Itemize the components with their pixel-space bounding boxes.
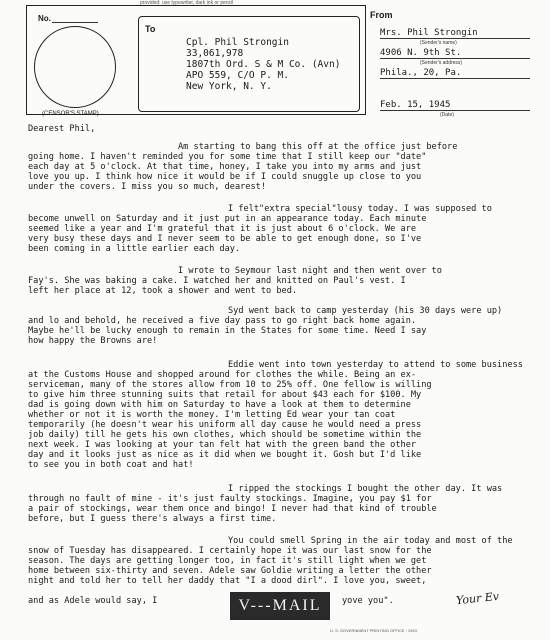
- sender-name-caption: (Sender's name): [420, 40, 457, 46]
- letter-line: a pair of stockings, wear them once and bingo! I never had that kind of trouble: [28, 504, 437, 514]
- handwritten-signature: Your Ev: [455, 589, 500, 608]
- letter-line: Dearest Phil,: [28, 124, 96, 134]
- sender-address-caption: (Sender's address): [420, 60, 463, 66]
- letter-line: love you up. I think how nice it would be if I could snuggle up close to you: [28, 172, 422, 182]
- letter-line: I felt"extra special"lousy today. I was supposed to: [228, 204, 492, 214]
- letter-line: and lo and behold, he received a five day pass to go right back home again.: [28, 316, 417, 326]
- letter-line: very busy these days and I never seem to be able to get enough done, so I've: [28, 234, 422, 244]
- recipient-line: APO 559, C/O P. M.: [186, 70, 289, 81]
- censor-stamp-label: (CENSOR'S STAMP): [42, 111, 99, 117]
- letter-line: home between six-thirty and seven. Adele saw Goldie writing a letter the other: [28, 566, 432, 576]
- printing-office-line: U. S. GOVERNMENT PRINTING OFFICE : 1943: [330, 628, 417, 633]
- letter-line: how happy the Browns are!: [28, 336, 158, 346]
- number-label: No.: [38, 14, 51, 23]
- letter-line: through no fault of mine - it's just faulty stockings. Imagine, you pay $1 for: [28, 494, 432, 504]
- sender-city: Phila., 20, Pa.: [380, 68, 530, 79]
- letter-line: Maybe he'll be lucky enough to remain in the States for some time. Need I say: [28, 326, 427, 336]
- letter-line: night and told her to tell her daddy that "I a dood dirl". I love you, sweet,: [28, 576, 427, 586]
- letter-line: and as Adele would say, I: [28, 596, 158, 606]
- letter-line: seemed like a year and I'm grateful that it is just about 6 o'clock. We are: [28, 224, 417, 234]
- letter-line: Eddie went into town yesterday to attend to some business: [228, 360, 523, 370]
- letter-line: I ripped the stockings I bought the other day. It was: [228, 484, 503, 494]
- letter-line: serviceman, many of the stores allow from 10 to 25% off. One fellow is willing: [28, 380, 432, 390]
- top-instructions: provided: use typewriter, dark ink or pencil: [140, 0, 234, 6]
- sender-address: 4906 N. 9th St.: [380, 48, 530, 59]
- letter-line: Am starting to bang this off at the office just before: [178, 142, 458, 152]
- letter-line: under the covers. I miss you so much, dearest!: [28, 182, 266, 192]
- recipient-line: 1807th Ord. S & M Co. (Avn): [186, 59, 341, 70]
- letter-line: whether or not it is worth the money. I'm letting Ed wear your tan coat: [28, 410, 396, 420]
- recipient-line: Cpl. Phil Strongin: [186, 37, 289, 48]
- letter-line: dad is going down with him on Saturday to have a look at them to determine: [28, 400, 411, 410]
- letter-line: season. The days are getting longer too, in fact it's still light when we get: [28, 556, 427, 566]
- recipient-line: New York, N. Y.: [186, 81, 272, 92]
- recipient-line: 33,061,978: [186, 48, 244, 59]
- letter-line: before, but I guess there's always a first time.: [28, 514, 277, 524]
- vmail-logo: V---MAIL: [230, 592, 330, 620]
- date-caption: (Date): [440, 112, 454, 118]
- letter-line: next week. I was looking at your tan felt hat with the green band the other: [28, 440, 417, 450]
- letter-line: left her place at 12, took a shower and went to bed.: [28, 286, 298, 296]
- letter-line: going home. I haven't reminded you for some time that I still keep our "date": [28, 152, 427, 162]
- letter-line: to see you in both coat and hat!: [28, 460, 194, 470]
- letter-line: Fay's. She was baking a cake. I watched her and knitted on Paul's vest. I: [28, 276, 406, 286]
- letter-line: each day at 5 o'clock. At that time, honey, I take you into my arms and just: [28, 162, 422, 172]
- letter-line: become unwell on Saturday and it just put in an appearance today. Each minute: [28, 214, 427, 224]
- letter-line: been coming in a little earlier each day.: [28, 244, 241, 254]
- letter-line: at the Customs House and shopped around for clothes the while. Being an ex-: [28, 370, 417, 380]
- letter-line: day and it looks just as nice as it did when we bought it. Gosh but I'd like: [28, 450, 422, 460]
- to-label: To: [145, 24, 156, 34]
- letter-line: I wrote to Seymour last night and then went over to: [178, 266, 442, 276]
- sender-name: Mrs. Phil Strongin: [380, 28, 530, 39]
- letter-line: yove you".: [342, 596, 394, 606]
- letter-line: job daily) till he gets his own clothes, which should be sometime within the: [28, 430, 422, 440]
- letter-line: snow of Tuesday has disappeared. I certainly hope it was our last snow for the: [28, 546, 432, 556]
- letter-line: Syd went back to camp yesterday (his 30 days were up): [228, 306, 503, 316]
- letter-line: temporarily (he doesn't wear his uniform all day cause he would need a press: [28, 420, 422, 430]
- letter-date: Feb. 15, 1945: [380, 100, 530, 111]
- letter-line: You could smell Spring in the air today and most of the: [228, 536, 513, 546]
- letter-line: to give him three stunning suits that retail for about $43 each for $100. My: [28, 390, 422, 400]
- from-label: From: [370, 10, 393, 20]
